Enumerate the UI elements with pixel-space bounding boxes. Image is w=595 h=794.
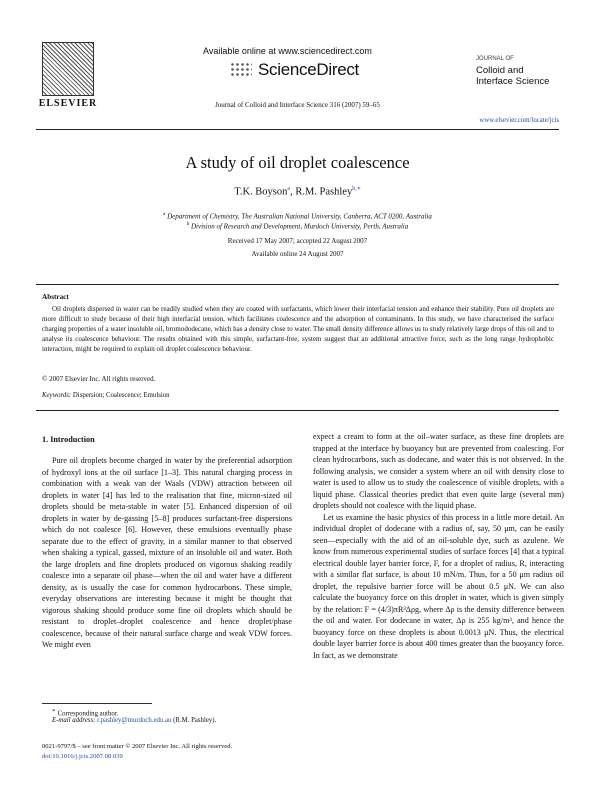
abstract-text: Oil droplets dispersed in water can be readily studied when they are coated with surfactants, which lower their interfacial tension and enhance their stability. Pure oil droplets are more difficult to study because of their high interfacial tension, which facilitates coalescence and the adsorption of contaminants. In this study, we have characterised the surface charging properties of a water insoluble oil, bromododecane, which has a density close to water. The small density difference allows us to study relatively large drops of this oil and to analyse its coalescence behaviour. The results obtained with this simple, surfactant-free, system suggest that an additional attractive force, such as the long range hydrophobic interaction, might be required to explain oil droplet coalescence behaviour. — [42, 305, 554, 353]
abstract-body — [42, 305, 554, 355]
keywords — [42, 392, 170, 399]
email-link[interactable]: r.pashley@murdoch.edu.au — [97, 717, 172, 724]
email-owner: (R.M. Pashley). — [171, 717, 217, 724]
journal-reference: Journal of Colloid and Interface Science 316 (2007) 59–65 — [215, 101, 380, 109]
body-column-left — [42, 455, 292, 651]
affiliation-b — [0, 222, 595, 230]
received-date: Received 17 May 2007; accepted 22 August 2007 — [227, 237, 368, 245]
journal-logo-line1: Colloid and — [476, 65, 524, 76]
journal-logo-line2: Interface Science — [476, 76, 550, 87]
corresponding-label: Corresponding author. — [57, 710, 119, 718]
doi-line — [42, 752, 123, 762]
author1-affil-mark[interactable]: a — [287, 186, 291, 192]
body-paragraph: Pure oil droplets become charged in water by the preferential adsorption of hydroxyl ions at the oil surface [1–3]. This natural charging process in combination with a weak van der Waals (VDW) attraction between oil droplets in water [4] has led to the realisation that fine, micron-sized oil droplets should be meta-stable in water [5]. Enhanced dispersion of oil droplets in water by de-gassing [5–8] produces surfactant-free dispersions which do not coalesce [6]. However, these emulsions eventually phase separate due to the effect of gravity, in a similar manner to that observed when shaking a typical, gassed, mixture of an insoluble oil and water. Both the large droplets and fine droplets produced on vigorous shaking readily coalesce into a separate oil phase—when the oil and water have a different density, as is usually the case for common hydrocarbons. These simple, everyday observations are interesting because it might be thought that vigorous shaking should produce some fine oil droplets which should be resistant to droplet–droplet coalescence and hence droplet/phase coalescence, because of their natural surface charge and weak VDW forces. We might even — [42, 456, 292, 649]
email-note — [52, 716, 216, 726]
publisher-name: ELSEVIER — [38, 98, 98, 109]
affiliation-b-text: Division of Research and Development, Murdoch University, Perth, Australia — [190, 222, 409, 231]
sciencedirect-wordmark: ScienceDirect — [258, 60, 359, 79]
affiliation-a-text: Department of Chemistry, The Australian National University, Canberra, ACT 0200, Australia — [167, 212, 432, 221]
doi-link[interactable]: doi:10.1016/j.jcis.2007.08.039 — [42, 753, 123, 760]
sciencedirect-dots-icon — [230, 62, 252, 78]
abstract-bottom-divider — [36, 410, 559, 411]
author-separator: , — [290, 186, 296, 198]
sciencedirect-logo — [230, 60, 359, 80]
footnote-divider — [42, 703, 152, 704]
author-list — [0, 185, 595, 198]
journal-homepage-link[interactable]: www.elsevier.com/locate/jcis — [479, 117, 559, 124]
section-heading: 1. Introduction — [42, 435, 95, 444]
article-title: A study of oil droplet coalescence — [185, 153, 410, 172]
abstract-top-divider — [36, 284, 559, 285]
body-column-right — [313, 431, 564, 661]
email-label: E-mail address: — [52, 717, 96, 724]
affiliation-b-mark: b — [186, 222, 190, 227]
available-date: Available online 24 August 2007 — [251, 250, 344, 258]
author2-affil-mark[interactable]: b,∗ — [352, 186, 361, 192]
journal-logo — [476, 54, 549, 87]
abstract-copyright: © 2007 Elsevier Inc. All rights reserved. — [42, 375, 156, 383]
keywords-label: Keywords: — [42, 392, 72, 399]
affiliation-a — [0, 212, 595, 220]
header-divider — [36, 129, 559, 130]
issn-line: 0021-9797/$ – see front matter © 2007 Elsevier Inc. All rights reserved. — [42, 743, 233, 750]
journal-logo-small: JOURNAL OF — [476, 56, 514, 62]
footnote-mark: ∗ — [52, 708, 56, 714]
author-pashley: R.M. Pashley — [295, 186, 353, 198]
affiliation-a-mark: a — [163, 212, 166, 217]
elsevier-logo — [38, 42, 98, 109]
body-paragraph: Let us examine the basic physics of this process in a little more detail. An individual droplet of dodecane with a radius of, say, 50 μm, can be easily seen—especially with the aid of an oil-soluble dye, such as azulene. We know from numerous experimental studies of surface forces [4] that a typical electrical double layer barrier force, F, for a droplet of radius, R, interacting with a similar flat surface, is about 10 mN/m. Thus, for a 50 μm radius oil droplet, the repulsive barrier force will be about 0.5 μN. We can also calculate the buoyancy force on this droplet in water, which is given simply by the relation: F = (4/3)πR³Δρg, where Δρ is the density difference between the oil and water. For dodecane in water, Δρ is 255 kg/m³, and hence the buoyancy force on these droplets is about 0.0013 μN. Thus, the electrical double layer barrier force is about 400 times greater than the buoyancy force. In fact, as we demonstrate — [313, 512, 564, 660]
keywords-list: Dispersion; Coalescence; Emulsion — [71, 392, 170, 399]
abstract-heading: Abstract — [42, 293, 69, 301]
available-online-text: Available online at www.sciencedirect.com — [203, 46, 372, 56]
author-boyson: T.K. Boyson — [234, 186, 288, 198]
elsevier-tree-icon — [42, 42, 94, 96]
body-paragraph: expect a cream to form at the oil–water surface, as these fine droplets are trapped at the interface by buoyancy but are prevented from coalescing. For clean hydrocarbons, such as dodecane, and water this is not observed. In the following analysis, we consider a system where an oil with density close to water is used to allow us to study the coalescence of visible droplets, with a liquid phase. Classical theories predict that even quite large (several mm) droplets should not coalesce with the liquid phase. — [313, 432, 564, 510]
